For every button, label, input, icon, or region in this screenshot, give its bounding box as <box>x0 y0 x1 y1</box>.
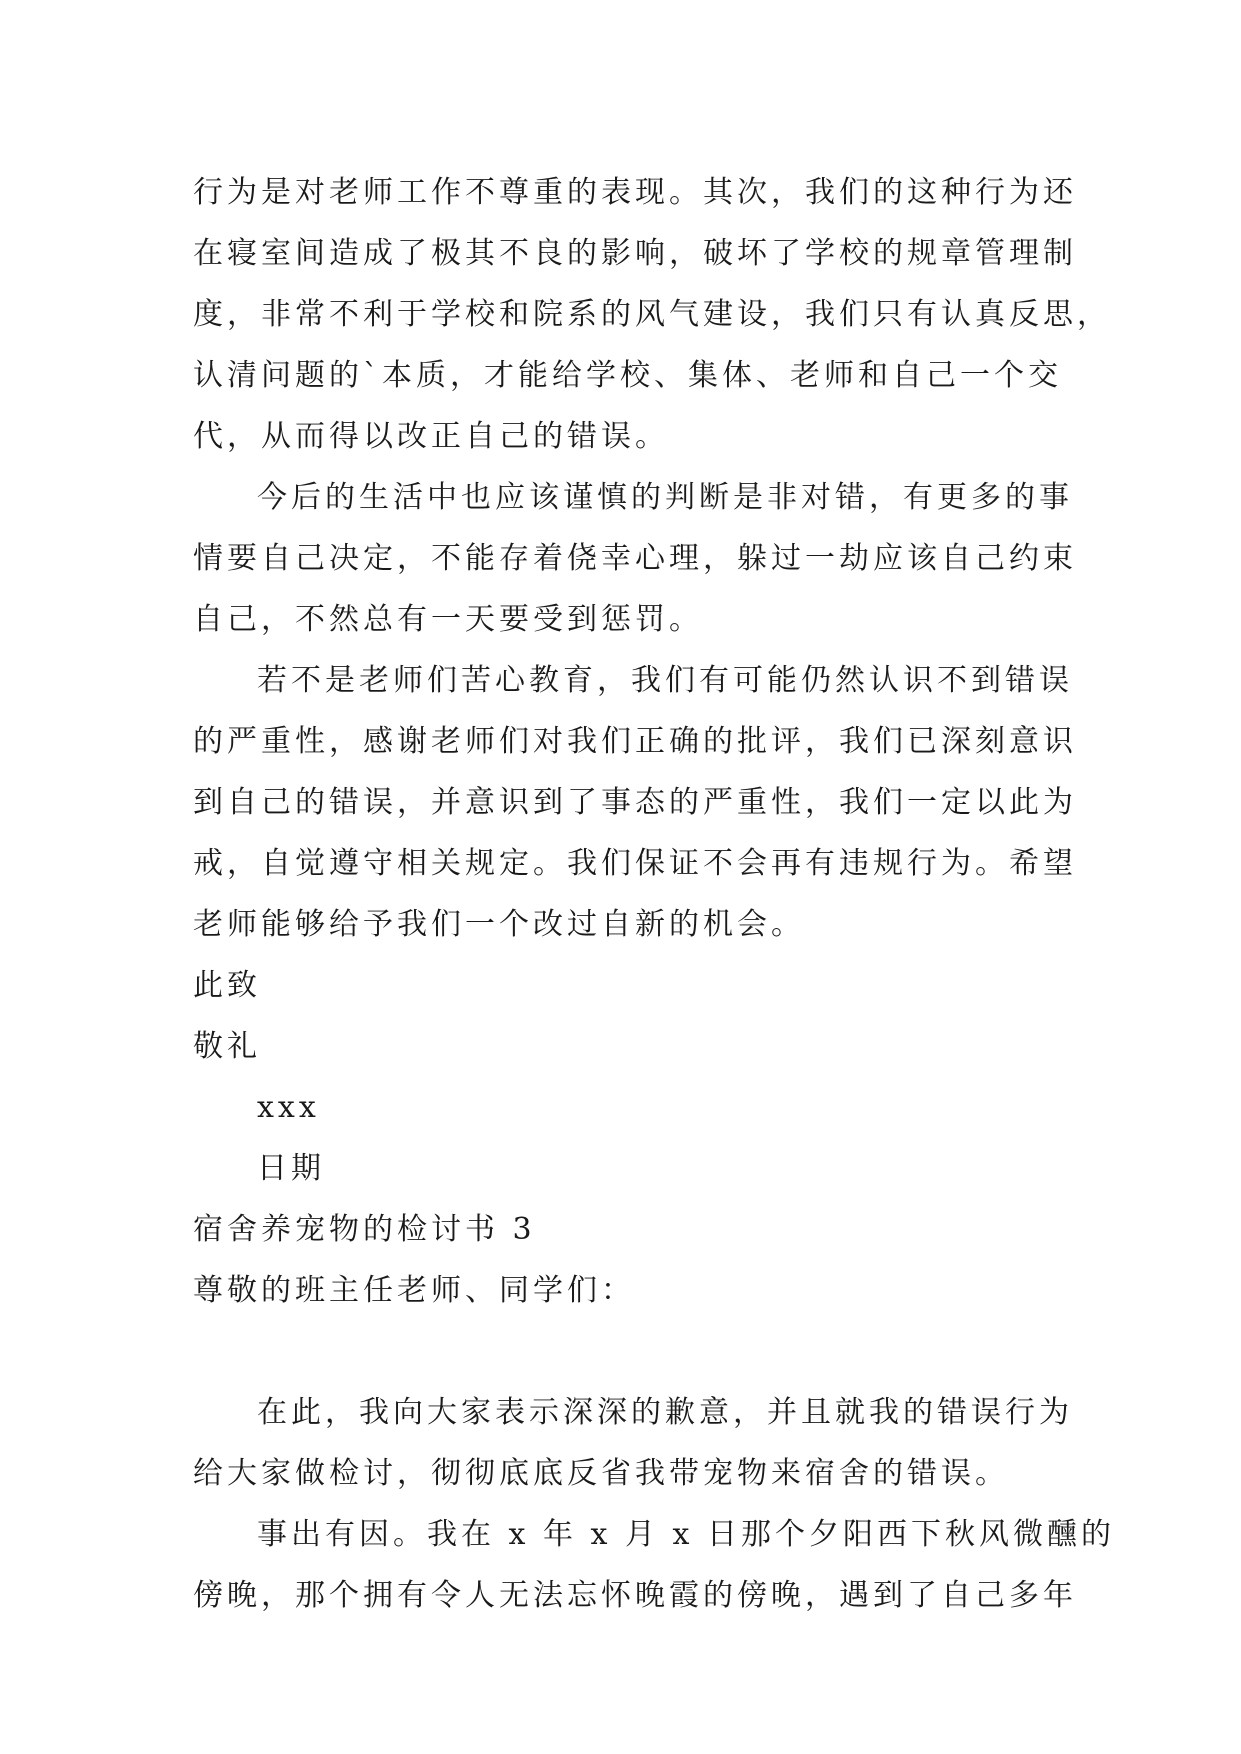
closing-line: 敬礼 <box>193 1029 261 1064</box>
paragraph-line: 若不是老师们苦心教育，我们有可能仍然认识不到错误 <box>257 663 1073 698</box>
paragraph-line: 自己，不然总有一天要受到惩罚。 <box>193 602 703 637</box>
paragraph-line: 行为是对老师工作不尊重的表现。其次，我们的这种行为还 <box>193 175 1077 210</box>
salutation: 尊敬的班主任老师、同学们： <box>193 1273 635 1308</box>
paragraph-line: 的严重性，感谢老师们对我们正确的批评，我们已深刻意识 <box>193 724 1077 759</box>
paragraph-line: 给大家做检讨，彻彻底底反省我带宠物来宿舍的错误。 <box>193 1456 1009 1491</box>
section-title: 宿舍养宠物的检讨书 3 <box>193 1212 536 1247</box>
paragraph-line: 老师能够给予我们一个改过自新的机会。 <box>193 907 805 942</box>
date-line: 日期 <box>257 1151 325 1186</box>
paragraph-line: 认清问题的`本质，才能给学校、集体、老师和自己一个交 <box>193 358 1062 393</box>
paragraph-line: 到自己的错误，并意识到了事态的严重性，我们一定以此为 <box>193 785 1077 820</box>
paragraph-line: 在寝室间造成了极其不良的影响，破坏了学校的规章管理制 <box>193 236 1077 271</box>
signature: xxx <box>257 1090 320 1125</box>
blank-line <box>193 1321 1053 1382</box>
document-body <box>193 162 1115 1626</box>
paragraph-line: 事出有因。我在 x 年 x 月 x 日那个夕阳西下秋风微醺的 <box>257 1517 1115 1552</box>
paragraph-line: 度，非常不利于学校和院系的风气建设，我们只有认真反思， <box>193 297 1111 332</box>
paragraph-line: 情要自己决定，不能存着侥幸心理，躲过一劫应该自己约束 <box>193 541 1077 576</box>
paragraph-line: 在此，我向大家表示深深的歉意，并且就我的错误行为 <box>257 1395 1073 1430</box>
closing-line: 此致 <box>193 968 261 1003</box>
paragraph-line: 代，从而得以改正自己的错误。 <box>193 419 669 454</box>
paragraph-line: 今后的生活中也应该谨慎的判断是非对错，有更多的事 <box>257 480 1073 515</box>
paragraph-line: 戒，自觉遵守相关规定。我们保证不会再有违规行为。希望 <box>193 846 1077 881</box>
paragraph-line: 傍晚，那个拥有令人无法忘怀晚霞的傍晚，遇到了自己多年 <box>193 1578 1077 1613</box>
